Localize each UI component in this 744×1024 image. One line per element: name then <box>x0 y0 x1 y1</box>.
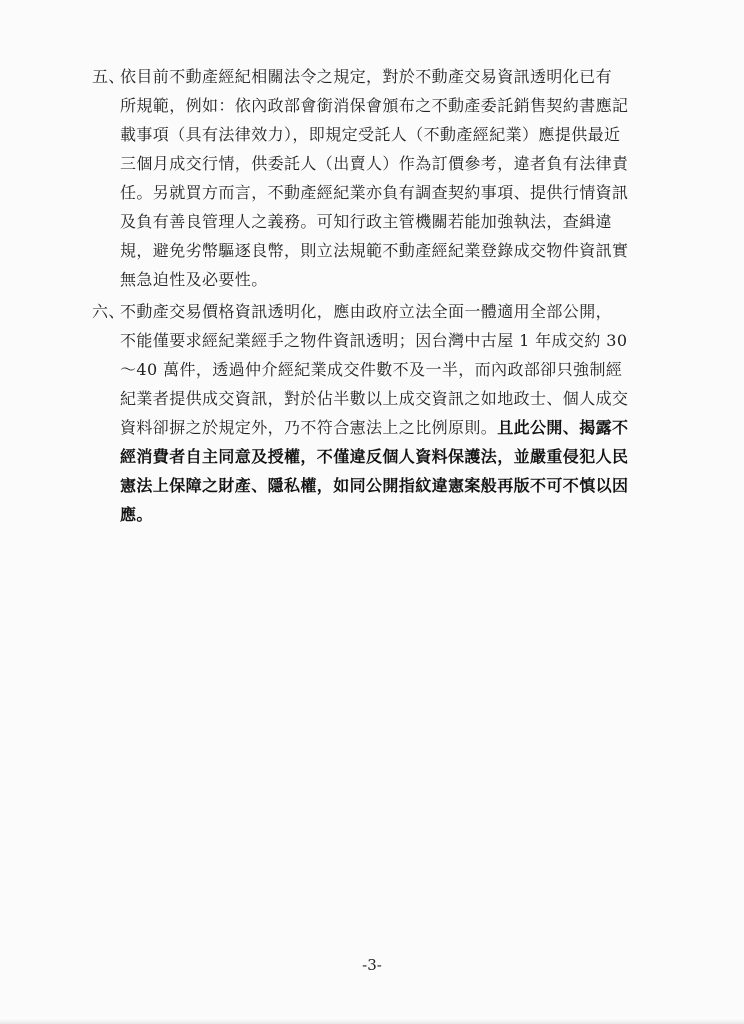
section-six <box>92 297 672 529</box>
text-line: ～40 萬件，透過仲介經紀業成交件數不及一半，而內政部卻只強制經 <box>120 360 623 379</box>
text-line: 紀業者提供成交資訊，對於佔半數以上成交資訊之如地政士、個人成交 <box>120 389 629 408</box>
text-fragment: 資料卻摒之於規定外，乃不符合憲法上之比例原則。 <box>120 418 498 437</box>
text-line: 規，避免劣幣驅逐良幣，則立法規範不動產經紀業登錄成交物件資訊實 <box>120 241 629 260</box>
text-line: 及負有善良管理人之義務。可知行政主管機關若能加強執法，查緝違 <box>120 212 613 231</box>
bold-text-line: 應。 <box>120 505 153 524</box>
text-line: 任。另就買方而言，不動產經紀業亦負有調查契約事項、提供行情資訊 <box>120 183 629 202</box>
text-line: 三個月成交行情，供委託人（出賣人）作為訂價參考，違者負有法律責 <box>120 154 629 173</box>
page-edge <box>0 1018 744 1024</box>
bold-text-line: 憲法上保障之財產、隱私權，如同公開指紋違憲案般再版不可不慎以因 <box>120 476 629 495</box>
bold-text-line: 經消費者自主同意及授權，不僅違反個人資料保護法，並嚴重侵犯人民 <box>120 447 629 466</box>
text-line: 不動產交易價格資訊透明化，應由政府立法全面一體適用全部公開， <box>120 302 613 321</box>
bold-text-fragment: 且此公開、揭露不 <box>497 418 629 437</box>
section-number: 六、 <box>92 302 125 321</box>
text-line: 載事項（具有法律效力），即規定受託人（不動產經紀業）應提供最近 <box>120 125 621 144</box>
text-line: 所規範，例如：依內政部會銜消保會頒布之不動產委託銷售契約書應記 <box>120 96 629 115</box>
text-line: 依目前不動產經紀相關法令之規定，對於不動產交易資訊透明化已有 <box>120 67 613 86</box>
page-number: -3- <box>362 956 382 974</box>
section-number: 五、 <box>92 67 125 86</box>
text-line: 不能僅要求經紀業經手之物件資訊透明；因台灣中古屋 1 年成交約 30 <box>120 331 628 350</box>
text-line <box>92 413 672 442</box>
text-line: 無急迫性及必要性。 <box>120 270 268 289</box>
section-five <box>92 62 672 294</box>
